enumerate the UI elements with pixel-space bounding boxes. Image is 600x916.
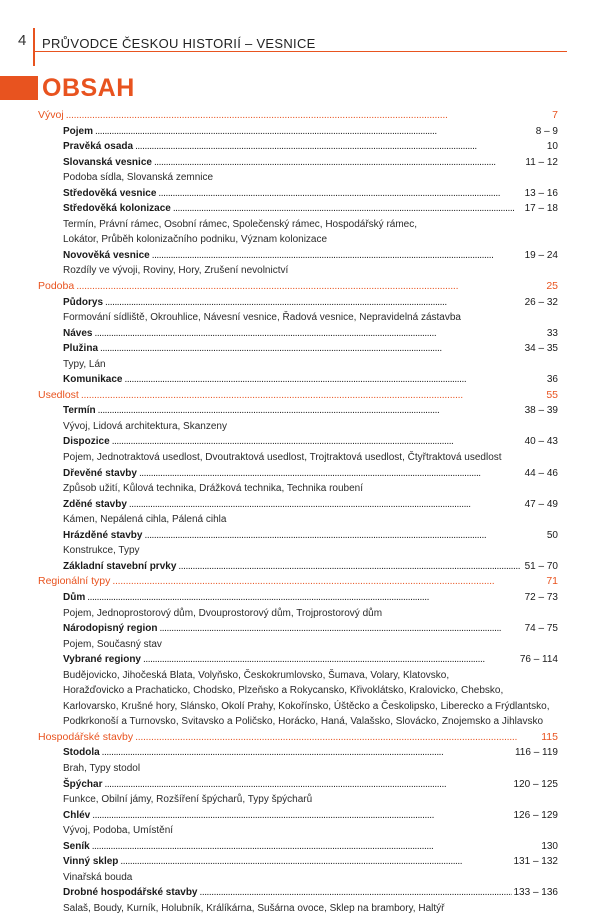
toc-page-ref: 116 – 119	[514, 747, 558, 759]
toc-description	[38, 761, 558, 777]
toc-entry	[38, 186, 558, 202]
toc-label: Chlév	[63, 809, 91, 821]
toc-label: Vývoj, Podoba, Umístění	[63, 825, 174, 837]
toc-section	[38, 388, 558, 404]
toc-label: Salaš, Boudy, Kurník, Holubník, Králíkárna, Sušárna ovoce, Sklep na brambory, Haltýř	[63, 902, 445, 914]
toc-page-ref: 40 – 43	[524, 436, 558, 448]
toc-page-ref: 44 – 46	[524, 467, 558, 479]
toc-section	[38, 108, 558, 124]
toc-entry	[38, 326, 558, 342]
toc-description	[38, 419, 558, 435]
toc-entry	[38, 201, 558, 217]
toc-label: Dům	[63, 591, 86, 603]
toc-label: Půdorys	[63, 296, 104, 308]
toc-page-ref: 51 – 70	[524, 560, 558, 572]
toc-page-ref: 34 – 35	[524, 343, 558, 355]
toc-description	[38, 357, 558, 373]
toc-description	[38, 683, 558, 699]
dot-leader	[135, 730, 539, 746]
dot-leader	[152, 248, 523, 264]
toc-label: Středověká kolonizace	[63, 203, 171, 215]
dot-leader	[98, 403, 523, 419]
toc-label: Dřevěné stavby	[63, 467, 137, 479]
toc-label: Podkrkonoší a Turnovsko, Svitavsko a Poličsko, Horácko, Haná, Valašsko, Slovácko, Znojemsko a Jihlavsko	[63, 716, 544, 728]
toc-label: Slovanská vesnice	[63, 156, 152, 168]
toc-description	[38, 481, 558, 497]
toc-label: Hrázděné stavby	[63, 529, 143, 541]
toc-title: OBSAH	[42, 74, 135, 102]
toc-entry	[38, 854, 558, 870]
toc-page-ref: 55	[546, 388, 558, 401]
dot-leader	[158, 186, 522, 202]
toc-page-ref: 7	[552, 109, 558, 121]
toc-description	[38, 606, 558, 622]
toc-entry	[38, 621, 558, 637]
running-header-title: PRŮVODCE ČESKOU HISTORIÍ – VESNICE	[42, 36, 316, 51]
dot-leader	[76, 279, 544, 295]
toc-label: Karlovarsko, Krušné hory, Slánsko, Okolí Prahy, Kokořínsko, Úštěcko a Českolipsko, Liberecko a Frýdlantsko,	[63, 700, 550, 712]
toc-page-ref: 25	[546, 280, 558, 293]
toc-entry	[38, 885, 558, 901]
toc-entry	[38, 372, 558, 388]
toc-label: Pojem, Jednotraktová usedlost, Dvoutraktová usedlost, Trojtraktová usedlost, Čtyřtraktová usedlost	[63, 452, 502, 464]
toc-page-ref: 26 – 32	[524, 296, 558, 308]
toc-page-ref: 38 – 39	[524, 405, 558, 417]
toc-description	[38, 543, 558, 559]
toc-entry	[38, 745, 558, 761]
dot-leader	[120, 854, 511, 870]
toc-page-ref: 71	[546, 575, 558, 588]
toc-label: Dispozice	[63, 436, 110, 448]
toc-label: Plužina	[63, 343, 99, 355]
toc-page-ref: 115	[541, 730, 558, 743]
toc-description	[38, 512, 558, 528]
toc-label: Podoba sídla, Slovanská zemnice	[63, 172, 214, 184]
toc-description	[38, 263, 558, 279]
toc-page-ref: 33	[546, 327, 558, 339]
dot-leader	[135, 139, 545, 155]
toc-label: Základní stavební prvky	[63, 560, 177, 572]
toc-label: Termín	[63, 405, 96, 417]
toc-page-ref: 11 – 12	[525, 156, 558, 168]
toc-description	[38, 637, 558, 653]
dot-leader	[159, 621, 522, 637]
toc-page-ref: 130	[541, 840, 558, 852]
toc-page-ref: 36	[546, 374, 558, 386]
dot-leader	[112, 574, 544, 590]
toc-page-ref: 72 – 73	[524, 591, 558, 603]
toc-label: Vývoj, Lidová architektura, Skanzeny	[63, 420, 227, 432]
dot-leader	[124, 372, 544, 388]
dot-leader	[143, 652, 518, 668]
toc-description	[38, 901, 558, 916]
toc-section	[38, 574, 558, 590]
toc-label: Středověká vesnice	[63, 187, 157, 199]
dot-leader	[178, 559, 522, 575]
dot-leader	[105, 295, 523, 311]
toc-page-ref: 19 – 24	[524, 249, 558, 261]
toc-label: Pojem	[63, 125, 94, 137]
dot-leader	[100, 341, 523, 357]
toc-entry	[38, 839, 558, 855]
toc-entry	[38, 295, 558, 311]
toc-label: Funkce, Obilní jámy, Rozšíření špýcharů, Typy špýcharů	[63, 794, 313, 806]
toc-section	[38, 730, 558, 746]
page-number: 4	[18, 32, 27, 49]
header-accent-bar	[33, 28, 35, 66]
toc-entry	[38, 808, 558, 824]
toc-page-ref: 120 – 125	[513, 778, 558, 790]
toc-entry	[38, 590, 558, 606]
toc-label: Vývoj	[38, 109, 64, 121]
toc-page-ref: 10	[546, 141, 558, 153]
toc-entry	[38, 248, 558, 264]
toc-page-ref: 74 – 75	[524, 623, 558, 635]
toc-label: Špýchar	[63, 778, 103, 790]
header-rule	[33, 51, 567, 52]
toc-page-ref: 126 – 129	[513, 809, 558, 821]
toc-label: Termín, Právní rámec, Osobní rámec, Společenský rámec, Hospodářský rámec,	[63, 218, 418, 230]
toc-description	[38, 699, 558, 715]
toc-label: Vinařská bouda	[63, 871, 133, 883]
dot-leader	[154, 155, 523, 171]
toc-label: Komunikace	[63, 374, 123, 386]
dot-leader	[199, 885, 511, 901]
dot-leader	[104, 777, 511, 793]
toc-label: Brah, Typy stodol	[63, 762, 141, 774]
dot-leader	[173, 201, 523, 217]
dot-leader	[144, 528, 544, 544]
toc-label: Způsob užití, Kůlová technika, Drážková technika, Technika roubení	[63, 483, 363, 495]
toc-page-ref: 47 – 49	[524, 498, 558, 510]
dot-leader	[139, 466, 523, 482]
toc-label: Usedlost	[38, 388, 79, 401]
toc-entry	[38, 777, 558, 793]
dot-leader	[102, 745, 513, 761]
dot-leader	[81, 388, 544, 404]
toc-entry	[38, 403, 558, 419]
toc-label: Pojem, Jednoprostorový dům, Dvouprostorový dům, Trojprostorový dům	[63, 607, 383, 619]
toc-entry	[38, 652, 558, 668]
title-accent-block	[0, 76, 38, 100]
dot-leader	[92, 808, 511, 824]
toc-page-ref: 13 – 16	[524, 187, 558, 199]
toc-label: Lokátor, Průběh kolonizačního podniku, Význam kolonizace	[63, 234, 328, 246]
toc-entry	[38, 124, 558, 140]
toc-entry	[38, 139, 558, 155]
toc-description	[38, 232, 558, 248]
toc-page-ref: 76 – 114	[519, 654, 558, 666]
toc-label: Stodola	[63, 747, 100, 759]
toc-entry	[38, 528, 558, 544]
toc-description	[38, 823, 558, 839]
toc-label: Národopisný region	[63, 623, 158, 635]
toc-label: Kámen, Nepálená cihla, Pálená cihla	[63, 514, 227, 526]
toc-entry	[38, 341, 558, 357]
toc-label: Podoba	[38, 280, 75, 293]
toc-page-ref: 17 – 18	[524, 203, 558, 215]
toc-label: Drobné hospodářské stavby	[63, 887, 198, 899]
toc-entry	[38, 466, 558, 482]
toc-description	[38, 450, 558, 466]
toc-page-ref: 8 – 9	[535, 125, 558, 137]
dot-leader	[95, 124, 534, 140]
toc-label: Náves	[63, 327, 93, 339]
toc-description	[38, 310, 558, 326]
dot-leader	[66, 108, 550, 124]
toc-description	[38, 714, 558, 730]
toc-label: Konstrukce, Typy	[63, 545, 140, 557]
toc-description	[38, 170, 558, 186]
toc-label: Novověká vesnice	[63, 249, 150, 261]
toc-label: Typy, Lán	[63, 358, 106, 370]
toc-label: Budějovicko, Jihočeská Blata, Volyňsko, Českokrumlovsko, Šumava, Volary, Klatovsko,	[63, 669, 450, 681]
toc-label: Seník	[63, 840, 90, 852]
toc-label: Rozdíly ve vývoji, Roviny, Hory, Zrušení nevolnictví	[63, 265, 289, 277]
dot-leader	[94, 326, 544, 342]
toc-label: Regionální typy	[38, 575, 111, 588]
toc-description	[38, 792, 558, 808]
toc-description	[38, 870, 558, 886]
toc-description	[38, 668, 558, 684]
toc-label: Zděné stavby	[63, 498, 127, 510]
toc-label: Formování sídliště, Okrouhlice, Návesní vesnice, Řadová vesnice, Nepravidelná zástavba	[63, 312, 461, 324]
table-of-contents	[38, 108, 558, 916]
toc-label: Vinný sklep	[63, 856, 119, 868]
dot-leader	[129, 497, 523, 513]
toc-page-ref: 133 – 136	[513, 887, 558, 899]
toc-entry	[38, 434, 558, 450]
toc-page-ref: 50	[546, 529, 558, 541]
toc-section	[38, 279, 558, 295]
toc-entry	[38, 497, 558, 513]
toc-label: Pravěká osada	[63, 141, 134, 153]
toc-description	[38, 217, 558, 233]
toc-label: Pojem, Současný stav	[63, 638, 162, 650]
toc-page-ref: 131 – 132	[513, 856, 558, 868]
dot-leader	[112, 434, 523, 450]
dot-leader	[92, 839, 540, 855]
toc-entry	[38, 559, 558, 575]
toc-entry	[38, 155, 558, 171]
dot-leader	[87, 590, 522, 606]
toc-label: Vybrané regiony	[63, 654, 141, 666]
toc-label: Horažďovicko a Prachaticko, Chodsko, Plzeňsko a Rokycansko, Křivoklátsko, Kralovicko, Chebsko,	[63, 685, 504, 697]
toc-label: Hospodářské stavby	[38, 730, 134, 743]
